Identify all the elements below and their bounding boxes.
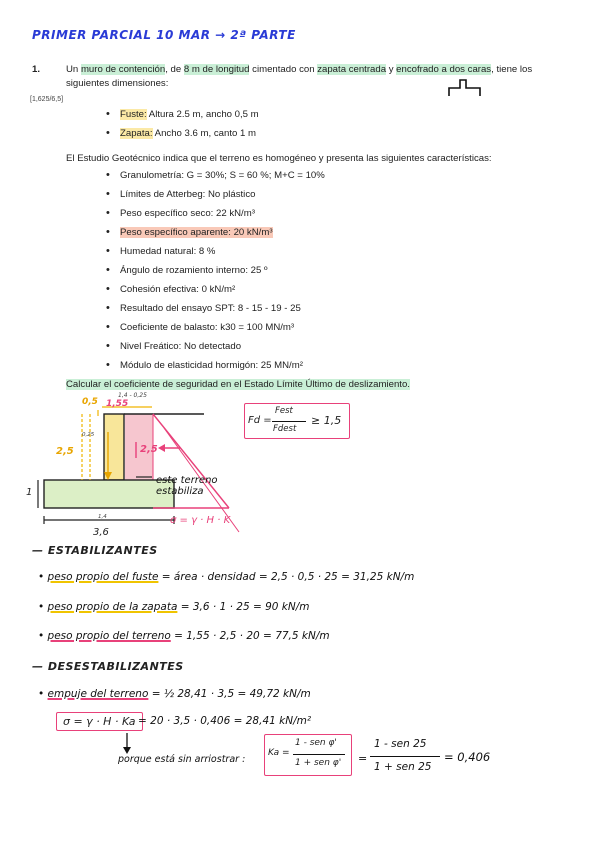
fd-lhs: Fd =	[248, 415, 272, 426]
problem-number: 1.	[32, 64, 41, 75]
sketch-footing-inner: 1,4	[98, 514, 107, 520]
char-item: • Granulometría: G = 30%; S = 60 %; M+C = 10%	[120, 170, 325, 181]
sketch-footing-width: 3,6	[93, 527, 109, 538]
reason-note: porque está sin arriostrar :	[118, 754, 246, 765]
ka2-fraction-bar	[370, 756, 440, 757]
geo-intro: El Estudio Geotécnico indica que el terreno es homogéneo y presenta las siguientes características:	[66, 153, 492, 164]
intro-mid1: , de	[165, 64, 184, 75]
sketch-top-note: 1,4 - 0,25	[118, 392, 147, 399]
fd-num: Fest	[275, 406, 293, 416]
ka-num: 1 - sen φ'	[295, 738, 337, 748]
char-item: • Humedad natural: 8 %	[120, 246, 215, 257]
intro-muro: muro de contención	[80, 64, 166, 75]
problem-intro-line2: siguientes dimensiones:	[66, 78, 169, 89]
char-item: • Peso específico seco: 22 kN/m³	[120, 208, 255, 219]
intro-mid2: cimentado con	[249, 64, 318, 75]
intro-zapata: zapata centrada	[317, 64, 387, 75]
dim-item-fuste: • Fuste: Altura 2.5 m, ancho 0,5 m	[120, 109, 259, 120]
page-title: PRIMER PARCIAL 10 MAR → 2ª PARTE	[32, 28, 296, 42]
sigma-value: = 20 · 3,5 · 0,406 = 28,41 kN/m²	[138, 715, 312, 727]
ka-fraction-bar	[293, 754, 345, 755]
fd-den: Fdest	[273, 424, 297, 434]
sketch-inner-dim: 0,25	[82, 432, 95, 438]
sketch-soil-note: este terreno estabiliza	[156, 475, 218, 497]
ka-equals: =	[358, 752, 368, 765]
sketch-height-left: 2,5	[56, 446, 74, 457]
ka-box	[264, 734, 352, 776]
sigma-box: σ = γ · H · Ka	[56, 712, 143, 731]
char-item: • Módulo de elasticidad hormigón: 25 MN/m²	[120, 360, 303, 371]
intro-y: y	[386, 64, 397, 75]
reference-code: [1,625/6,5]	[30, 96, 64, 103]
sketch-soil-width: 1,55	[106, 399, 129, 409]
intro-pre: Un	[66, 64, 81, 75]
char-item: • Nivel Freático: No detectado	[120, 341, 241, 352]
stab-item: • peso propio del terreno = 1,55 · 2,5 · 20 = 77,5 kN/m	[38, 630, 330, 642]
char-item: • Coeficiente de balasto: k30 = 100 MN/m³	[120, 322, 294, 333]
sketch-stem-width: 0,5	[82, 397, 98, 407]
task-statement: Calcular el coeficiente de seguridad en el Estado Límite Último de deslizamiento.	[66, 379, 410, 390]
intro-encofrado: encofrado a dos caras	[396, 64, 492, 75]
stabilizing-heading: — ESTABILIZANTES	[32, 544, 158, 557]
sketch-sigma-formula: σ = γ · H · K	[170, 515, 231, 526]
wall-shape-icon	[446, 76, 486, 100]
char-item: • Peso específico aparente: 20 kN/m³	[120, 227, 273, 238]
char-item: • Límites de Atterbeg: No plástico	[120, 189, 255, 200]
ka-label: Ka =	[268, 748, 290, 758]
ka-num2: 1 - sen 25	[374, 738, 427, 750]
stab-item: • peso propio de la zapata = 3,6 · 1 · 25 = 90 kN/m	[38, 601, 310, 613]
char-item: • Resultado del ensayo SPT: 8 - 15 - 19 - 25	[120, 303, 301, 314]
intro-end: , tiene los	[491, 64, 533, 75]
ka-den2: 1 + sen 25	[374, 761, 432, 773]
stab-item: • peso propio del fuste = área · densidad = 2,5 · 0,5 · 25 = 31,25 kN/m	[38, 571, 415, 583]
sketch-height-right: 2,5	[140, 444, 158, 455]
down-arrow-icon	[120, 733, 134, 755]
destab-item: • empuje del terreno = ½ 28,41 · 3,5 = 49,72 kN/m	[38, 688, 311, 700]
safety-factor-box	[244, 403, 350, 439]
fd-fraction-bar	[272, 421, 306, 422]
dim-item-zapata: • Zapata: Ancho 3.6 m, canto 1 m	[120, 128, 256, 139]
intro-longitud: 8 m de longitud	[183, 64, 250, 75]
ka-result: = 0,406	[444, 750, 491, 764]
problem-intro	[66, 63, 566, 76]
char-item: • Cohesión efectiva: 0 kN/m²	[120, 284, 235, 295]
fd-rhs: ≥ 1,5	[311, 414, 342, 427]
destabilizing-heading: — DESESTABILIZANTES	[32, 660, 184, 673]
sketch-footing-height: 1	[26, 487, 33, 498]
ka-den: 1 + sen φ'	[295, 758, 342, 768]
char-item: • Ángulo de rozamiento interno: 25 º	[120, 265, 268, 276]
